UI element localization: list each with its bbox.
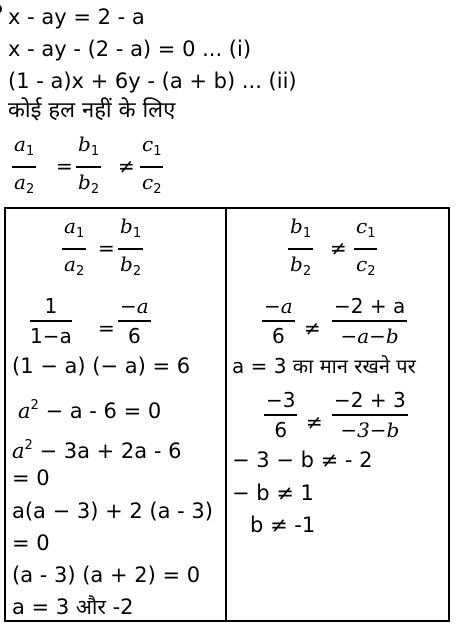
- right-not-equal-1: ≠: [330, 236, 347, 260]
- equation-line-3: (1 - a)x + 6y - (a + b) ... (ii): [8, 69, 297, 93]
- right-fraction-minus-2-plus-a: −2 + a −a−b: [334, 294, 406, 348]
- hindi-condition-text: कोई हल नहीं के लिए: [8, 98, 176, 123]
- left-line-7: (a - 3) (a + 2) = 0: [12, 563, 201, 587]
- right-fraction-b1-b2: $b_1$ $b_2$: [290, 214, 312, 279]
- left-fraction-b1-b2: $b_1$ $b_2$: [120, 214, 142, 279]
- not-equal-sign: ≠: [118, 154, 135, 178]
- left-line-4: = 0: [12, 466, 50, 490]
- right-fraction-minus-2-plus-3: −2 + 3 −3−b: [334, 388, 406, 442]
- equals-sign: =: [56, 154, 73, 178]
- left-equals-2: =: [98, 316, 115, 340]
- bullet-marker: [0, 4, 2, 14]
- left-fraction-minus-a-over-6: −a 6: [120, 294, 149, 348]
- left-line-2: $a^2 - a - 6 = 0$: [18, 398, 162, 423]
- right-fraction-minus-3-over-6: −3 6: [266, 388, 296, 442]
- table-divider: [225, 207, 227, 622]
- left-fraction-a1-a2: $a_1$ $a_2$: [64, 214, 85, 279]
- left-line-6: = 0: [12, 531, 50, 555]
- right-line-4: b ≠ -1: [250, 513, 316, 537]
- right-substitution-text: a = 3 का मान रखने पर: [232, 354, 416, 378]
- equation-line-1: x - ay = 2 - a: [8, 5, 145, 29]
- equation-line-2: x - ay - (2 - a) = 0 ... (i): [8, 37, 252, 61]
- left-fraction-1-over-1-minus-a: 1 1−a: [30, 294, 72, 348]
- right-fraction-c1-c2: $c_1$ $c_2$: [356, 214, 376, 279]
- left-equals-1: =: [98, 236, 115, 260]
- right-line-3: − b ≠ 1: [232, 481, 314, 505]
- left-line-5: a(a − 3) + 2 (a - 3): [12, 499, 213, 523]
- right-line-2: − 3 − b ≠ - 2: [232, 448, 373, 472]
- right-not-equal-2: ≠: [304, 316, 321, 340]
- left-line-3: $a^2 - 3a + 2a - 6$: [12, 438, 182, 463]
- fraction-c1-c2: $c_1$ $c_2$: [142, 132, 162, 197]
- left-line-1: (1 − a) (− a) = 6: [12, 354, 191, 378]
- right-fraction-minus-a-over-6: −a 6: [264, 294, 293, 348]
- right-not-equal-3: ≠: [306, 410, 323, 434]
- fraction-b1-b2: $b_1$ $b_2$: [78, 132, 100, 197]
- left-line-8: a = 3 और -2: [12, 595, 134, 619]
- fraction-a1-a2: $a_1$ $a_2$: [14, 132, 35, 197]
